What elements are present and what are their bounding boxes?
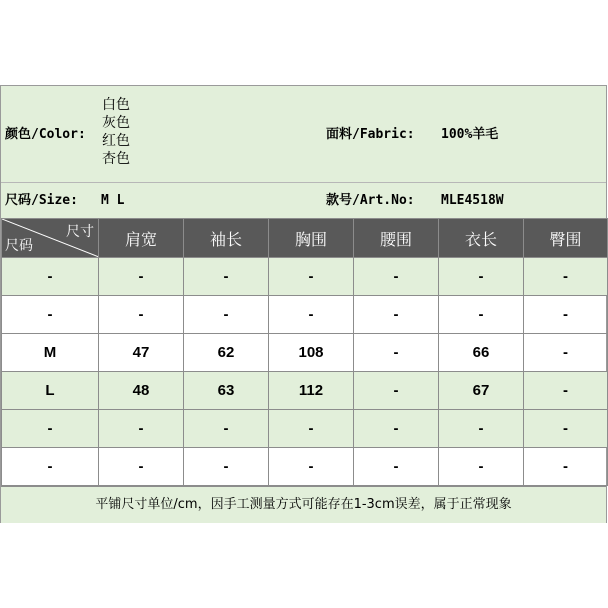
table-cell: -: [269, 448, 354, 486]
table-cell: -: [354, 448, 439, 486]
table-cell: 67: [439, 372, 524, 410]
column-header: 肩宽: [99, 219, 184, 258]
size-value: M L: [101, 193, 125, 208]
color-list: [102, 96, 130, 168]
table-cell: -: [524, 296, 608, 334]
size-cell: M: [2, 334, 99, 372]
table-cell: -: [99, 258, 184, 296]
table-cell: -: [524, 410, 608, 448]
column-header: 臀围: [524, 219, 608, 258]
table-cell: -: [524, 372, 608, 410]
table-cell: -: [184, 296, 269, 334]
size-cell: -: [2, 296, 99, 334]
table-row: [2, 448, 608, 486]
table-row: [2, 372, 608, 410]
table-row: [2, 296, 608, 334]
table-cell: 47: [99, 334, 184, 372]
corner-dimension-label: 尺寸: [66, 224, 94, 240]
table-cell: -: [269, 296, 354, 334]
table-cell: 66: [439, 334, 524, 372]
size-cell: -: [2, 258, 99, 296]
table-cell: -: [439, 410, 524, 448]
table-row: [2, 334, 608, 372]
column-header: 袖长: [184, 219, 269, 258]
size-info-panel: [1, 183, 606, 218]
corner-size-label: 尺码: [5, 238, 33, 254]
table-cell: -: [524, 258, 608, 296]
size-cell: -: [2, 448, 99, 486]
table-cell: -: [99, 448, 184, 486]
table-cell: -: [99, 410, 184, 448]
column-header: 衣长: [439, 219, 524, 258]
table-cell: 108: [269, 334, 354, 372]
table-cell: 48: [99, 372, 184, 410]
corner-header-cell: [2, 219, 99, 258]
table-cell: -: [354, 410, 439, 448]
art-no-label: 款号/Art.No:: [326, 193, 415, 208]
size-chart: [0, 85, 607, 523]
table-cell: -: [99, 296, 184, 334]
table-cell: -: [184, 258, 269, 296]
size-label: 尺码/Size:: [5, 193, 78, 208]
table-cell: -: [354, 334, 439, 372]
table-cell: 62: [184, 334, 269, 372]
table-cell: -: [184, 410, 269, 448]
table-cell: -: [439, 258, 524, 296]
color-option: 灰色: [102, 115, 130, 131]
table-cell: -: [269, 410, 354, 448]
table-cell: 112: [269, 372, 354, 410]
color-option: 白色: [102, 97, 130, 113]
table-cell: -: [524, 448, 608, 486]
table-cell: -: [184, 448, 269, 486]
color-option: 杏色: [102, 151, 130, 167]
header-row: [2, 219, 608, 258]
measurement-note: 平铺尺寸单位/cm，因手工测量方式可能存在1-3cm误差，属于正常现象: [1, 486, 606, 523]
table-row: [2, 410, 608, 448]
product-info-panel: [1, 86, 606, 183]
fabric-label: 面料/Fabric:: [326, 127, 415, 142]
art-no-value: MLE4518W: [441, 193, 504, 208]
table-row: [2, 258, 608, 296]
table-cell: -: [439, 448, 524, 486]
color-label: 颜色/Color:: [5, 127, 86, 142]
table-cell: -: [354, 296, 439, 334]
color-option: 红色: [102, 133, 130, 149]
column-header: 胸围: [269, 219, 354, 258]
fabric-value: 100%羊毛: [441, 127, 499, 142]
table-cell: -: [354, 372, 439, 410]
column-header: 腰围: [354, 219, 439, 258]
table-cell: 63: [184, 372, 269, 410]
table-cell: -: [269, 258, 354, 296]
size-cell: L: [2, 372, 99, 410]
size-cell: -: [2, 410, 99, 448]
measurement-table: [1, 218, 608, 486]
table-cell: -: [354, 258, 439, 296]
table-cell: -: [524, 334, 608, 372]
table-cell: -: [439, 296, 524, 334]
